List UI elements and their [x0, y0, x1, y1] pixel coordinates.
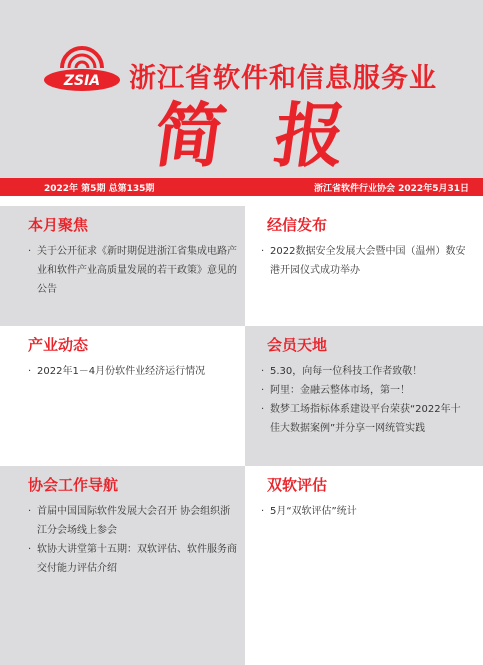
- list-item[interactable]: · 首届中国国际软件发展大会召开 协会组织浙江分会场线上参会: [28, 502, 239, 540]
- section-focus: [0, 206, 245, 326]
- publisher-date: 浙江省软件行业协会 2022年5月31日: [314, 184, 469, 194]
- newsletter-title: 简报: [149, 95, 401, 177]
- list-item[interactable]: · 关于公开征求《新时期促进浙江省集成电路产业和软件产业高质量发展的若干政策》意见的公告: [28, 242, 239, 299]
- section-title: 本月聚焦: [28, 216, 89, 234]
- list-item[interactable]: · 软协大讲堂第十五期：双软评估、软件服务商交付能力评估介绍: [28, 540, 239, 578]
- org-title: 浙江省软件和信息服务业: [129, 63, 437, 94]
- logo-text: ZSIA: [63, 73, 101, 89]
- masthead: [0, 0, 483, 178]
- section-economy-release: [245, 206, 483, 326]
- list-item[interactable]: · 5月“双软评估”统计: [261, 502, 469, 521]
- section-title: 产业动态: [28, 336, 89, 354]
- section-title: 经信发布: [267, 216, 328, 234]
- list-item[interactable]: · 5.30，向每一位科技工作者致敬！: [261, 362, 469, 381]
- list-item[interactable]: · 2022年1－4月份软件业经济运行情况: [28, 362, 239, 381]
- section-member-news: [245, 326, 483, 466]
- section-association-work: [0, 466, 245, 665]
- section-dual-software: [245, 466, 483, 665]
- list-item[interactable]: · 数梦工场指标体系建设平台荣获“2022年十佳大数据案例”并分享一网统管实践: [261, 400, 469, 438]
- section-title: 协会工作导航: [28, 476, 119, 494]
- section-title: 会员天地: [267, 336, 328, 354]
- list-item[interactable]: · 阿里：金融云整体市场，第一！: [261, 381, 469, 400]
- issue-info: 2022年 第5期 总第135期: [44, 184, 155, 194]
- section-title: 双软评估: [267, 476, 328, 494]
- list-item[interactable]: · 2022数据安全发展大会暨中国（温州）数安港开园仪式成功举办: [261, 242, 469, 280]
- section-industry-news: [0, 326, 245, 466]
- issue-bar: [0, 178, 483, 196]
- zsia-logo: [42, 44, 122, 96]
